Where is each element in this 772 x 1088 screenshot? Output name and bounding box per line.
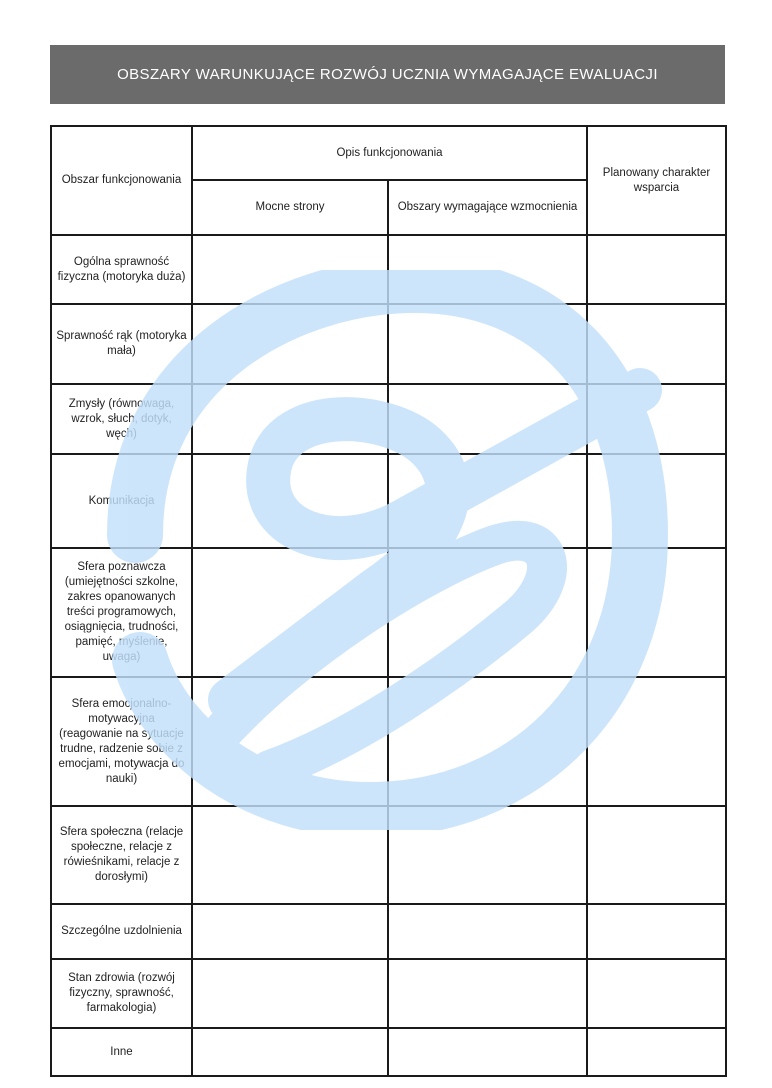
- support-cell[interactable]: [587, 454, 726, 548]
- header-support: Planowany charakter wsparcia: [587, 126, 726, 235]
- table-row: [51, 904, 726, 959]
- weaknesses-cell[interactable]: [388, 548, 587, 677]
- weaknesses-cell[interactable]: [388, 384, 587, 454]
- table-row: [51, 1028, 726, 1076]
- support-cell[interactable]: [587, 677, 726, 806]
- header-description: Opis funkcjonowania: [192, 126, 587, 180]
- strengths-cell[interactable]: [192, 384, 388, 454]
- page-header: [50, 45, 725, 104]
- header-strengths: Mocne strony: [192, 180, 388, 235]
- support-cell[interactable]: [587, 1028, 726, 1076]
- row-label: Sfera emocjonalno-motywacyjna (reagowanie na sytuacje trudne, radzenie sobie z emocjami, motywacja do nauki): [51, 677, 192, 806]
- strengths-cell[interactable]: [192, 959, 388, 1028]
- strengths-cell[interactable]: [192, 904, 388, 959]
- support-cell[interactable]: [587, 959, 726, 1028]
- strengths-cell[interactable]: [192, 454, 388, 548]
- table-row: [51, 384, 726, 454]
- row-label: Sfera poznawcza (umiejętności szkolne, zakres opanowanych treści programowych, osiągnięcia, trudności, pamięć, myślenie, uwaga): [51, 548, 192, 677]
- support-cell[interactable]: [587, 235, 726, 304]
- strengths-cell[interactable]: [192, 235, 388, 304]
- row-label: Ogólna sprawność fizyczna (motoryka duża): [51, 235, 192, 304]
- strengths-cell[interactable]: [192, 548, 388, 677]
- weaknesses-cell[interactable]: [388, 806, 587, 904]
- row-label: Sfera społeczna (relacje społeczne, relacje z rówieśnikami, relacje z dorosłymi): [51, 806, 192, 904]
- support-cell[interactable]: [587, 384, 726, 454]
- table-row: [51, 235, 726, 304]
- strengths-cell[interactable]: [192, 304, 388, 384]
- support-cell[interactable]: [587, 548, 726, 677]
- support-cell[interactable]: [587, 904, 726, 959]
- page-title: OBSZARY WARUNKUJĄCE ROZWÓJ UCZNIA WYMAGAJĄCE EWALUACJI: [117, 66, 658, 83]
- row-label: Zmysły (równowaga, wzrok, słuch, dotyk, węch): [51, 384, 192, 454]
- weaknesses-cell[interactable]: [388, 235, 587, 304]
- row-label: Komunikacja: [51, 454, 192, 548]
- weaknesses-cell[interactable]: [388, 1028, 587, 1076]
- strengths-cell[interactable]: [192, 1028, 388, 1076]
- support-cell[interactable]: [587, 304, 726, 384]
- table-row: [51, 454, 726, 548]
- row-label: Stan zdrowia (rozwój fizyczny, sprawność, farmakologia): [51, 959, 192, 1028]
- weaknesses-cell[interactable]: [388, 677, 587, 806]
- weaknesses-cell[interactable]: [388, 454, 587, 548]
- header-area: Obszar funkcjonowania: [51, 126, 192, 235]
- table-row: [51, 806, 726, 904]
- strengths-cell[interactable]: [192, 677, 388, 806]
- evaluation-table: [50, 125, 727, 1077]
- row-label: Inne: [51, 1028, 192, 1076]
- table-row: [51, 959, 726, 1028]
- weaknesses-cell[interactable]: [388, 959, 587, 1028]
- row-label: Sprawność rąk (motoryka mała): [51, 304, 192, 384]
- support-cell[interactable]: [587, 806, 726, 904]
- table-row: [51, 548, 726, 677]
- table-row: [51, 677, 726, 806]
- weaknesses-cell[interactable]: [388, 904, 587, 959]
- weaknesses-cell[interactable]: [388, 304, 587, 384]
- strengths-cell[interactable]: [192, 806, 388, 904]
- header-weaknesses: Obszary wymagające wzmocnienia: [388, 180, 587, 235]
- table-row: [51, 304, 726, 384]
- row-label: Szczególne uzdolnienia: [51, 904, 192, 959]
